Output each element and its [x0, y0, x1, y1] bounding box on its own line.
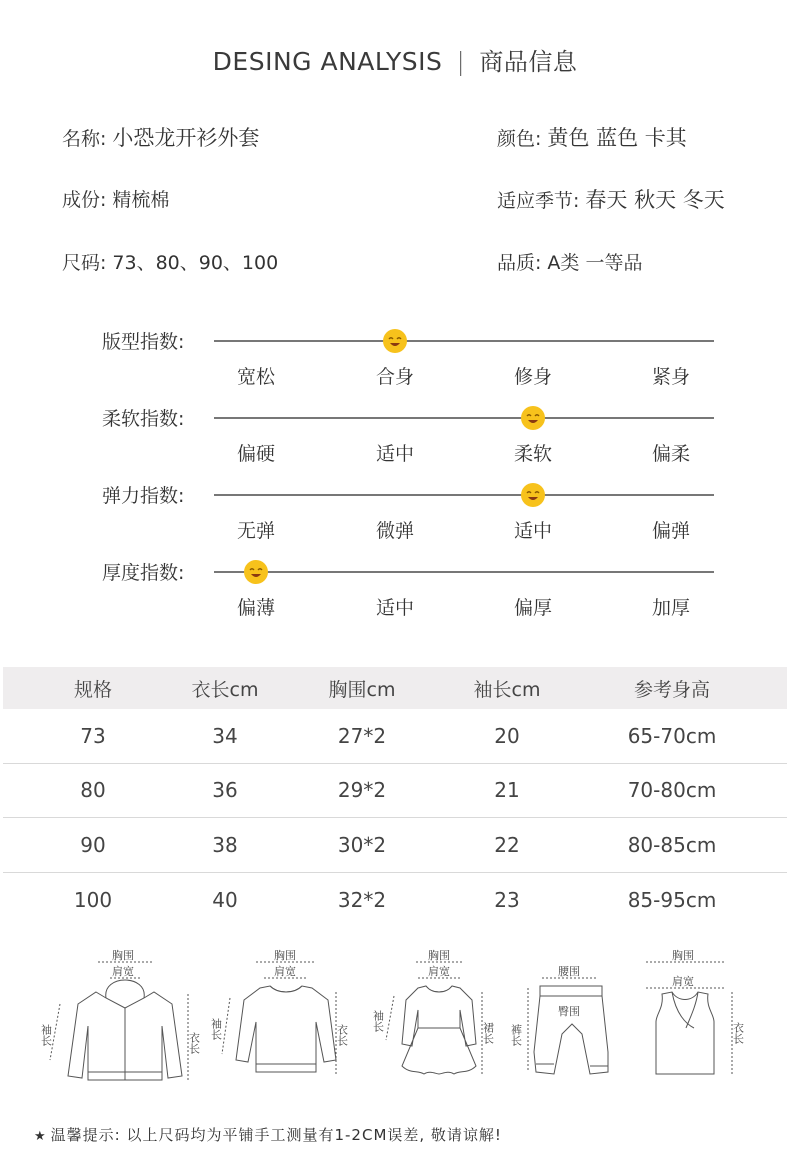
diagram-hoodie: [40, 948, 210, 1088]
smiley-icon: [520, 405, 546, 431]
diagram-vest: [632, 948, 762, 1088]
label-hip: 臀围: [558, 1005, 580, 1018]
index-option: 偏弹: [651, 520, 690, 542]
table-cell: 80: [80, 778, 106, 803]
table-row: [3, 764, 787, 819]
table-cell: 32*2: [337, 887, 387, 912]
label-sleeve: 袖长: [371, 1010, 385, 1032]
header-separator: |: [456, 47, 466, 76]
info-color: 颜色: 黄色 蓝色 卡其: [497, 126, 687, 150]
table-cell: 85-95cm: [627, 887, 717, 912]
table-cell: 70-80cm: [627, 778, 717, 803]
table-cell: 30*2: [337, 832, 387, 857]
label-chest: 胸围: [428, 949, 450, 962]
header-cell: 胸围cm: [328, 678, 396, 701]
index-label: 弹力指数:: [102, 485, 185, 507]
label-chest: 胸围: [112, 949, 134, 962]
table-cell: 90: [80, 832, 106, 857]
index-label: 厚度指数:: [102, 562, 185, 584]
table-cell: 65-70cm: [627, 723, 717, 748]
label-sleeve: 袖长: [39, 1024, 53, 1046]
table-cell: 38: [212, 832, 238, 857]
dress-illustration: [370, 948, 500, 1088]
index-option: 无弹: [236, 520, 275, 542]
index-option: 宽松: [236, 366, 275, 388]
table-cell: 23: [494, 887, 520, 912]
index-option: 适中: [375, 443, 414, 465]
table-row: [3, 818, 787, 873]
label-skirt-length: 裙长: [481, 1022, 495, 1044]
label-shoulder: 肩宽: [672, 975, 694, 988]
index-scale-line: [214, 494, 714, 496]
label-shoulder: 肩宽: [428, 965, 450, 978]
label-shoulder: 肩宽: [112, 965, 134, 978]
info-name: 名称: 小恐龙开衫外套: [62, 126, 260, 150]
index-scale-line: [214, 417, 714, 419]
header-cell: 袖长cm: [473, 678, 541, 701]
label-shoulder: 肩宽: [274, 965, 296, 978]
vest-illustration: [632, 948, 762, 1088]
index-label: 版型指数:: [102, 331, 185, 353]
section-header: [0, 42, 790, 77]
table-cell: 29*2: [337, 778, 387, 803]
table-row: [3, 709, 787, 764]
index-scale-line: [214, 571, 714, 573]
index-option: 适中: [513, 520, 552, 542]
table-row: [3, 873, 787, 928]
warm-tip: [34, 1124, 502, 1145]
pants-illustration: [509, 948, 622, 1088]
hoodie-illustration: [40, 948, 210, 1088]
smiley-icon: [520, 482, 546, 508]
index-option: 偏柔: [651, 443, 690, 465]
table-cell: 73: [80, 723, 106, 748]
smiley-icon: [243, 559, 269, 585]
label-pants-length: 裤长: [509, 1024, 523, 1046]
header-cell: 参考身高: [633, 678, 710, 701]
index-option: 修身: [513, 366, 552, 388]
diagram-sweatshirt: [209, 948, 362, 1088]
index-option: 加厚: [651, 597, 690, 619]
header-en: DESING ANALYSIS: [212, 47, 443, 76]
star-icon: ★: [34, 1129, 47, 1144]
index-option: 合身: [375, 366, 414, 388]
table-cell: 21: [494, 778, 520, 803]
label-sleeve: 袖长: [209, 1018, 223, 1040]
header-cell: 规格: [73, 678, 112, 701]
info-quality: 品质: A类 一等品: [497, 252, 643, 274]
sweatshirt-illustration: [209, 948, 362, 1088]
table-cell: 80-85cm: [627, 832, 717, 857]
index-option: 微弹: [375, 520, 414, 542]
table-cell: 40: [212, 887, 238, 912]
info-season: 适应季节: 春天 秋天 冬天: [497, 188, 725, 212]
tip-text: 温馨提示: 以上尺码均为平铺手工测量有1-2CM误差, 敬请谅解!: [50, 1126, 502, 1144]
info-size: 尺码: 73、80、90、100: [62, 252, 279, 274]
label-length: 衣长: [731, 1022, 745, 1044]
index-scale-line: [214, 340, 714, 342]
index-option: 偏薄: [236, 597, 275, 619]
table-cell: 20: [494, 723, 520, 748]
diagram-pants: [509, 948, 622, 1088]
index-option: 柔软: [513, 443, 552, 465]
table-cell: 34: [212, 723, 238, 748]
label-chest: 胸围: [274, 949, 296, 962]
smiley-icon: [382, 328, 408, 354]
index-option: 适中: [375, 597, 414, 619]
label-length: 衣长: [187, 1032, 201, 1054]
size-table-header: [3, 667, 787, 709]
info-material: 成份: 精梳棉: [62, 189, 170, 211]
label-waist: 腰围: [558, 965, 580, 978]
header-cn: 商品信息: [479, 48, 578, 76]
table-cell: 100: [73, 887, 113, 912]
table-cell: 36: [212, 778, 238, 803]
table-cell: 27*2: [337, 723, 387, 748]
index-label: 柔软指数:: [102, 408, 185, 430]
table-cell: 22: [494, 832, 520, 857]
index-option: 偏厚: [513, 597, 552, 619]
index-option: 紧身: [651, 366, 690, 388]
size-table: [3, 667, 787, 927]
label-length: 衣长: [335, 1024, 349, 1046]
header-cell: 衣长cm: [191, 678, 259, 701]
index-option: 偏硬: [236, 443, 275, 465]
diagram-dress: [370, 948, 500, 1088]
label-chest: 胸围: [672, 949, 694, 962]
